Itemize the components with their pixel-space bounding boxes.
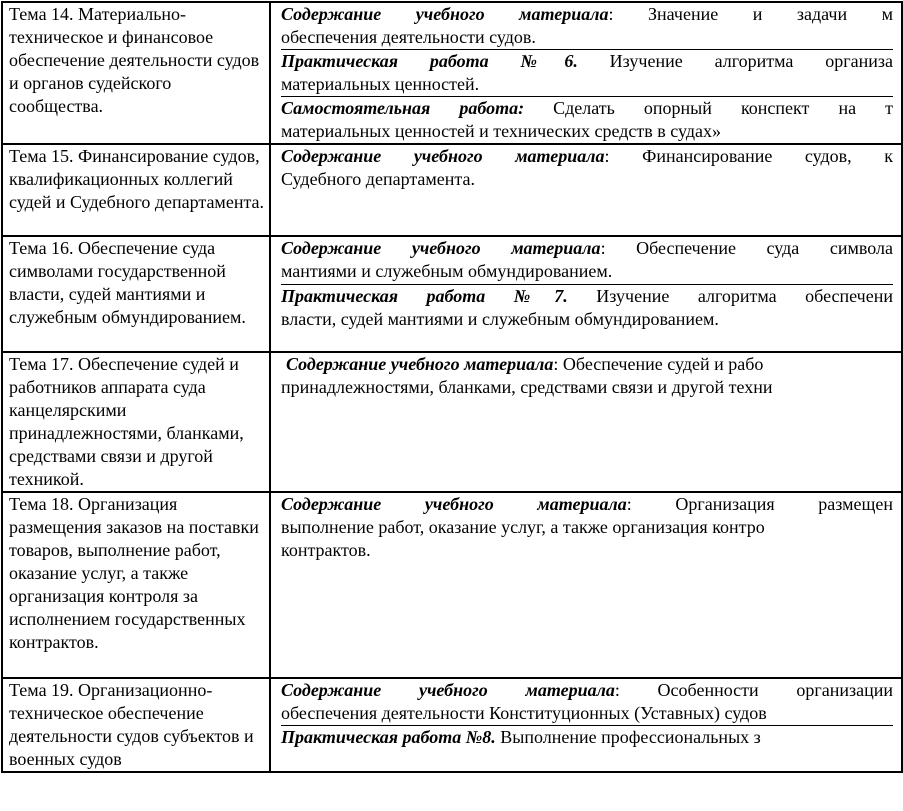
entry-label: Самостоятельная работа:: [281, 98, 525, 118]
content-cell: [270, 492, 902, 678]
topic-cell: Тема 14. Материально-техническое и финансовое обеспечение деятельности судов и органов судейского сообщества.: [2, 2, 270, 144]
entry-label: Содержание учебного материала: [286, 354, 554, 374]
content-entry: [281, 50, 893, 97]
content-cell: [270, 144, 902, 236]
content-entry: [281, 353, 893, 399]
topic-cell: Тема 16. Обеспечение суда символами государственной власти, судей мантиями и служебным обмундированием.: [2, 236, 270, 352]
topic-cell: Тема 15. Финансирование судов, квалификационных коллегий судей и Судебного департамента.: [2, 144, 270, 236]
entry-line: [281, 50, 893, 73]
entry-text: : Особенности организации: [614, 680, 893, 700]
entry-label: Содержание учебного материала: [281, 4, 609, 24]
table-row: [2, 236, 902, 352]
entry-label: Практическая работа №6.: [281, 51, 578, 71]
content-cell: [270, 2, 902, 144]
entry-label: Содержание учебного материала: [281, 680, 615, 700]
entry-text: : Организация размещен: [626, 494, 893, 514]
content-cell: [270, 352, 902, 492]
entry-line: материальных ценностей.: [281, 74, 480, 94]
content-entry: [281, 97, 893, 143]
content-entry: [281, 237, 893, 285]
content-cell: [270, 678, 902, 772]
entry-line: [281, 145, 893, 168]
content-entry: [281, 145, 893, 191]
table-row: [2, 2, 902, 144]
entry-text: : Обеспечение суда символа: [600, 238, 893, 258]
entry-line: [281, 285, 893, 308]
entry-line: [281, 3, 893, 26]
topic-cell: Тема 18. Организация размещения заказов на поставки товаров, выполнение работ, оказание услуг, а также организация контроля за исполнением государственных контрактов.: [2, 492, 270, 678]
entry-line: [281, 493, 893, 516]
entry-label: Практическая работа №8.: [281, 727, 496, 747]
table-row: [2, 352, 902, 492]
content-entry: [281, 726, 893, 749]
entry-line: [281, 726, 893, 749]
entry-text: Сделать опорный конспект на т: [524, 98, 893, 118]
entry-line: [281, 237, 893, 260]
content-entry: [281, 493, 893, 562]
entry-line: власти, судей мантиями и служебным обмундированием.: [281, 309, 719, 329]
content-entry: [281, 3, 893, 50]
entry-text: : Финансирование судов, к: [604, 146, 893, 166]
entry-line: обеспечения деятельности Конституционных (Уставных) судов: [281, 703, 767, 723]
table-row: [2, 492, 902, 678]
entry-label: Практическая работа №7.: [281, 286, 568, 306]
entry-text: Изучение алгоритма обеспечени: [567, 286, 893, 306]
table-row: [2, 144, 902, 236]
topic-cell: Тема 17. Обеспечение судей и работников аппарата суда канцелярскими принадлежностями, бланками, средствами связи и другой техникой.: [2, 352, 270, 492]
entry-line: выполнение работ, оказание услуг, а также организация контро: [281, 517, 765, 537]
content-entry: [281, 679, 893, 726]
entry-line: мантиями и служебным обмундированием.: [281, 261, 613, 281]
entry-line: [281, 353, 893, 376]
entry-text: Выполнение профессиональных з: [495, 727, 761, 747]
entry-line: контрактов.: [281, 540, 371, 560]
entry-line: Судебного департамента.: [281, 169, 475, 189]
entry-line: [281, 97, 893, 120]
entry-label: Содержание учебного материала: [281, 238, 601, 258]
entry-line: принадлежностями, бланками, средствами связи и другой техни: [281, 377, 773, 397]
entry-line: материальных ценностей и технических средств в судах»: [281, 121, 722, 141]
entry-text: : Значение и задачи м: [608, 4, 893, 24]
entry-line: [281, 679, 893, 702]
entry-text: Изучение алгоритма организа: [577, 51, 893, 71]
table-row: [2, 678, 902, 772]
entry-label: Содержание учебного материала: [281, 494, 627, 514]
content-cell: [270, 236, 902, 352]
content-entry: [281, 285, 893, 331]
entry-label: Содержание учебного материала: [281, 146, 605, 166]
entry-text: : Обеспечение судей и рабо: [553, 354, 764, 374]
entry-line: обеспечения деятельности судов.: [281, 27, 536, 47]
topic-cell: Тема 19. Организационно-техническое обеспечение деятельности судов субъектов и военных судов: [2, 678, 270, 772]
syllabus-table: [1, 1, 903, 773]
